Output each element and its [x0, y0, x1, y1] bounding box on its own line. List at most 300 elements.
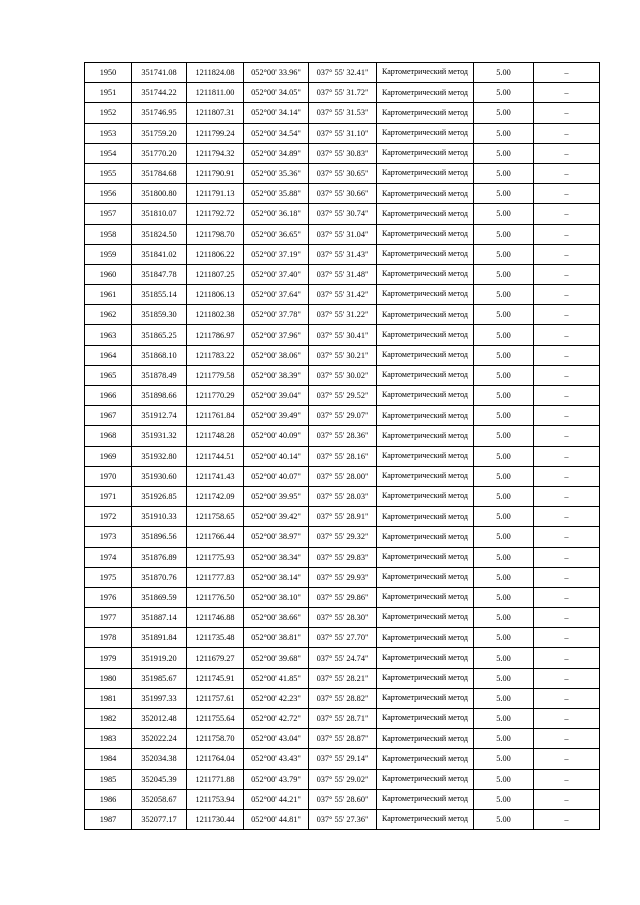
x-coordinate-cell: 351876.89 — [132, 547, 187, 567]
latitude-cell: 052°00' 39.68" — [244, 648, 309, 668]
point-number-cell: 1975 — [85, 567, 132, 587]
latitude-cell: 052°00' 43.43" — [244, 749, 309, 769]
latitude-cell: 052°00' 37.40" — [244, 264, 309, 284]
x-coordinate-cell: 352022.24 — [132, 729, 187, 749]
method-cell: Картометрический метод — [377, 587, 474, 607]
latitude-cell: 052°00' 33.96" — [244, 63, 309, 83]
longitude-cell: 037° 55' 28.21" — [309, 668, 377, 688]
method-cell: Картометрический метод — [377, 648, 474, 668]
x-coordinate-cell: 351824.50 — [132, 224, 187, 244]
latitude-cell: 052°00' 38.39" — [244, 365, 309, 385]
table-row — [85, 406, 600, 426]
table-row — [85, 244, 600, 264]
y-coordinate-cell: 1211807.25 — [187, 264, 244, 284]
latitude-cell: 052°00' 34.89" — [244, 143, 309, 163]
longitude-cell: 037° 55' 28.71" — [309, 709, 377, 729]
point-number-cell: 1961 — [85, 285, 132, 305]
note-cell: – — [534, 527, 600, 547]
y-coordinate-cell: 1211824.08 — [187, 63, 244, 83]
note-cell: – — [534, 648, 600, 668]
x-coordinate-cell: 351870.76 — [132, 567, 187, 587]
method-cell: Картометрический метод — [377, 486, 474, 506]
table-row — [85, 709, 600, 729]
accuracy-cell: 5.00 — [474, 507, 534, 527]
y-coordinate-cell: 1211770.29 — [187, 386, 244, 406]
method-cell: Картометрический метод — [377, 567, 474, 587]
point-number-cell: 1986 — [85, 789, 132, 809]
note-cell: – — [534, 163, 600, 183]
longitude-cell: 037° 55' 31.10" — [309, 123, 377, 143]
point-number-cell: 1967 — [85, 406, 132, 426]
table-row — [85, 769, 600, 789]
y-coordinate-cell: 1211766.44 — [187, 527, 244, 547]
y-coordinate-cell: 1211746.88 — [187, 608, 244, 628]
longitude-cell: 037° 55' 31.43" — [309, 244, 377, 264]
table-row — [85, 123, 600, 143]
latitude-cell: 052°00' 38.34" — [244, 547, 309, 567]
note-cell: – — [534, 244, 600, 264]
accuracy-cell: 5.00 — [474, 244, 534, 264]
accuracy-cell: 5.00 — [474, 709, 534, 729]
point-number-cell: 1984 — [85, 749, 132, 769]
note-cell: – — [534, 749, 600, 769]
point-number-cell: 1977 — [85, 608, 132, 628]
accuracy-cell: 5.00 — [474, 386, 534, 406]
point-number-cell: 1958 — [85, 224, 132, 244]
x-coordinate-cell: 351891.84 — [132, 628, 187, 648]
longitude-cell: 037° 55' 27.70" — [309, 628, 377, 648]
note-cell: – — [534, 63, 600, 83]
x-coordinate-cell: 351896.56 — [132, 527, 187, 547]
latitude-cell: 052°00' 40.09" — [244, 426, 309, 446]
note-cell: – — [534, 103, 600, 123]
y-coordinate-cell: 1211748.28 — [187, 426, 244, 446]
note-cell: – — [534, 628, 600, 648]
note-cell: – — [534, 285, 600, 305]
x-coordinate-cell: 351878.49 — [132, 365, 187, 385]
longitude-cell: 037° 55' 28.60" — [309, 789, 377, 809]
accuracy-cell: 5.00 — [474, 628, 534, 648]
longitude-cell: 037° 55' 24.74" — [309, 648, 377, 668]
latitude-cell: 052°00' 39.04" — [244, 386, 309, 406]
latitude-cell: 052°00' 38.14" — [244, 567, 309, 587]
longitude-cell: 037° 55' 31.22" — [309, 305, 377, 325]
method-cell: Картометрический метод — [377, 285, 474, 305]
table-row — [85, 305, 600, 325]
latitude-cell: 052°00' 40.14" — [244, 446, 309, 466]
note-cell: – — [534, 305, 600, 325]
longitude-cell: 037° 55' 30.74" — [309, 204, 377, 224]
y-coordinate-cell: 1211794.32 — [187, 143, 244, 163]
accuracy-cell: 5.00 — [474, 567, 534, 587]
longitude-cell: 037° 55' 31.72" — [309, 83, 377, 103]
longitude-cell: 037° 55' 30.83" — [309, 143, 377, 163]
note-cell: – — [534, 264, 600, 284]
coordinates-table — [84, 62, 600, 830]
longitude-cell: 037° 55' 31.53" — [309, 103, 377, 123]
point-number-cell: 1978 — [85, 628, 132, 648]
longitude-cell: 037° 55' 32.41" — [309, 63, 377, 83]
table-row — [85, 83, 600, 103]
latitude-cell: 052°00' 37.78" — [244, 305, 309, 325]
y-coordinate-cell: 1211783.22 — [187, 345, 244, 365]
point-number-cell: 1985 — [85, 769, 132, 789]
point-number-cell: 1959 — [85, 244, 132, 264]
note-cell: – — [534, 709, 600, 729]
latitude-cell: 052°00' 34.54" — [244, 123, 309, 143]
note-cell: – — [534, 486, 600, 506]
table-row — [85, 426, 600, 446]
longitude-cell: 037° 55' 28.00" — [309, 466, 377, 486]
method-cell: Картометрический метод — [377, 608, 474, 628]
x-coordinate-cell: 351912.74 — [132, 406, 187, 426]
note-cell: – — [534, 143, 600, 163]
method-cell: Картометрический метод — [377, 325, 474, 345]
accuracy-cell: 5.00 — [474, 769, 534, 789]
point-number-cell: 1963 — [85, 325, 132, 345]
method-cell: Картометрический метод — [377, 386, 474, 406]
accuracy-cell: 5.00 — [474, 305, 534, 325]
point-number-cell: 1956 — [85, 184, 132, 204]
table-row — [85, 809, 600, 829]
y-coordinate-cell: 1211758.70 — [187, 729, 244, 749]
latitude-cell: 052°00' 37.96" — [244, 325, 309, 345]
longitude-cell: 037° 55' 29.32" — [309, 527, 377, 547]
x-coordinate-cell: 352034.38 — [132, 749, 187, 769]
latitude-cell: 052°00' 34.14" — [244, 103, 309, 123]
y-coordinate-cell: 1211741.43 — [187, 466, 244, 486]
latitude-cell: 052°00' 38.10" — [244, 587, 309, 607]
method-cell: Картометрический метод — [377, 204, 474, 224]
table-row — [85, 688, 600, 708]
table-row — [85, 628, 600, 648]
table-row — [85, 527, 600, 547]
y-coordinate-cell: 1211807.31 — [187, 103, 244, 123]
y-coordinate-cell: 1211798.70 — [187, 224, 244, 244]
table-row — [85, 668, 600, 688]
latitude-cell: 052°00' 37.19" — [244, 244, 309, 264]
latitude-cell: 052°00' 41.85" — [244, 668, 309, 688]
accuracy-cell: 5.00 — [474, 163, 534, 183]
x-coordinate-cell: 351930.60 — [132, 466, 187, 486]
table-row — [85, 163, 600, 183]
y-coordinate-cell: 1211764.04 — [187, 749, 244, 769]
point-number-cell: 1980 — [85, 668, 132, 688]
accuracy-cell: 5.00 — [474, 285, 534, 305]
longitude-cell: 037° 55' 29.07" — [309, 406, 377, 426]
x-coordinate-cell: 352058.67 — [132, 789, 187, 809]
accuracy-cell: 5.00 — [474, 406, 534, 426]
accuracy-cell: 5.00 — [474, 345, 534, 365]
note-cell: – — [534, 184, 600, 204]
note-cell: – — [534, 83, 600, 103]
longitude-cell: 037° 55' 29.52" — [309, 386, 377, 406]
method-cell: Картометрический метод — [377, 63, 474, 83]
point-number-cell: 1952 — [85, 103, 132, 123]
x-coordinate-cell: 351868.10 — [132, 345, 187, 365]
note-cell: – — [534, 547, 600, 567]
method-cell: Картометрический метод — [377, 809, 474, 829]
table-row — [85, 587, 600, 607]
x-coordinate-cell: 352077.17 — [132, 809, 187, 829]
coordinates-table-body — [85, 63, 600, 830]
table-row — [85, 285, 600, 305]
x-coordinate-cell: 351759.20 — [132, 123, 187, 143]
x-coordinate-cell: 351770.20 — [132, 143, 187, 163]
longitude-cell: 037° 55' 28.36" — [309, 426, 377, 446]
latitude-cell: 052°00' 39.49" — [244, 406, 309, 426]
y-coordinate-cell: 1211730.44 — [187, 809, 244, 829]
point-number-cell: 1971 — [85, 486, 132, 506]
latitude-cell: 052°00' 42.23" — [244, 688, 309, 708]
y-coordinate-cell: 1211802.38 — [187, 305, 244, 325]
note-cell: – — [534, 729, 600, 749]
table-row — [85, 547, 600, 567]
longitude-cell: 037° 55' 29.86" — [309, 587, 377, 607]
note-cell: – — [534, 789, 600, 809]
x-coordinate-cell: 351898.66 — [132, 386, 187, 406]
point-number-cell: 1968 — [85, 426, 132, 446]
note-cell: – — [534, 608, 600, 628]
y-coordinate-cell: 1211744.51 — [187, 446, 244, 466]
accuracy-cell: 5.00 — [474, 103, 534, 123]
note-cell: – — [534, 587, 600, 607]
x-coordinate-cell: 352012.48 — [132, 709, 187, 729]
y-coordinate-cell: 1211745.91 — [187, 668, 244, 688]
y-coordinate-cell: 1211742.09 — [187, 486, 244, 506]
point-number-cell: 1962 — [85, 305, 132, 325]
x-coordinate-cell: 351985.67 — [132, 668, 187, 688]
x-coordinate-cell: 351841.02 — [132, 244, 187, 264]
longitude-cell: 037° 55' 28.30" — [309, 608, 377, 628]
x-coordinate-cell: 351855.14 — [132, 285, 187, 305]
accuracy-cell: 5.00 — [474, 446, 534, 466]
method-cell: Картометрический метод — [377, 527, 474, 547]
point-number-cell: 1964 — [85, 345, 132, 365]
x-coordinate-cell: 351997.33 — [132, 688, 187, 708]
longitude-cell: 037° 55' 31.42" — [309, 285, 377, 305]
longitude-cell: 037° 55' 28.16" — [309, 446, 377, 466]
longitude-cell: 037° 55' 30.65" — [309, 163, 377, 183]
accuracy-cell: 5.00 — [474, 204, 534, 224]
note-cell: – — [534, 406, 600, 426]
latitude-cell: 052°00' 44.21" — [244, 789, 309, 809]
table-row — [85, 486, 600, 506]
longitude-cell: 037° 55' 27.36" — [309, 809, 377, 829]
method-cell: Картометрический метод — [377, 244, 474, 264]
x-coordinate-cell: 351865.25 — [132, 325, 187, 345]
point-number-cell: 1969 — [85, 446, 132, 466]
point-number-cell: 1979 — [85, 648, 132, 668]
table-row — [85, 789, 600, 809]
table-row — [85, 345, 600, 365]
latitude-cell: 052°00' 38.97" — [244, 527, 309, 547]
method-cell: Картометрический метод — [377, 83, 474, 103]
latitude-cell: 052°00' 35.88" — [244, 184, 309, 204]
point-number-cell: 1987 — [85, 809, 132, 829]
y-coordinate-cell: 1211786.97 — [187, 325, 244, 345]
x-coordinate-cell: 351869.59 — [132, 587, 187, 607]
x-coordinate-cell: 351784.68 — [132, 163, 187, 183]
longitude-cell: 037° 55' 30.66" — [309, 184, 377, 204]
latitude-cell: 052°00' 38.06" — [244, 345, 309, 365]
table-row — [85, 63, 600, 83]
note-cell: – — [534, 123, 600, 143]
method-cell: Картометрический метод — [377, 709, 474, 729]
y-coordinate-cell: 1211679.27 — [187, 648, 244, 668]
latitude-cell: 052°00' 39.95" — [244, 486, 309, 506]
x-coordinate-cell: 351810.07 — [132, 204, 187, 224]
accuracy-cell: 5.00 — [474, 587, 534, 607]
point-number-cell: 1960 — [85, 264, 132, 284]
table-row — [85, 466, 600, 486]
point-number-cell: 1973 — [85, 527, 132, 547]
point-number-cell: 1974 — [85, 547, 132, 567]
method-cell: Картометрический метод — [377, 547, 474, 567]
note-cell: – — [534, 446, 600, 466]
y-coordinate-cell: 1211735.48 — [187, 628, 244, 648]
note-cell: – — [534, 365, 600, 385]
note-cell: – — [534, 224, 600, 244]
x-coordinate-cell: 351800.80 — [132, 184, 187, 204]
point-number-cell: 1954 — [85, 143, 132, 163]
table-row — [85, 608, 600, 628]
point-number-cell: 1972 — [85, 507, 132, 527]
point-number-cell: 1951 — [85, 83, 132, 103]
accuracy-cell: 5.00 — [474, 789, 534, 809]
method-cell: Картометрический метод — [377, 224, 474, 244]
y-coordinate-cell: 1211792.72 — [187, 204, 244, 224]
latitude-cell: 052°00' 36.65" — [244, 224, 309, 244]
x-coordinate-cell: 351887.14 — [132, 608, 187, 628]
latitude-cell: 052°00' 40.07" — [244, 466, 309, 486]
method-cell: Картометрический метод — [377, 628, 474, 648]
method-cell: Картометрический метод — [377, 688, 474, 708]
note-cell: – — [534, 668, 600, 688]
latitude-cell: 052°00' 36.18" — [244, 204, 309, 224]
latitude-cell: 052°00' 35.36" — [244, 163, 309, 183]
x-coordinate-cell: 351919.20 — [132, 648, 187, 668]
latitude-cell: 052°00' 42.72" — [244, 709, 309, 729]
table-row — [85, 648, 600, 668]
table-row — [85, 224, 600, 244]
table-row — [85, 386, 600, 406]
method-cell: Картометрический метод — [377, 507, 474, 527]
method-cell: Картометрический метод — [377, 103, 474, 123]
method-cell: Картометрический метод — [377, 406, 474, 426]
table-row — [85, 204, 600, 224]
longitude-cell: 037° 55' 29.93" — [309, 567, 377, 587]
note-cell: – — [534, 688, 600, 708]
latitude-cell: 052°00' 44.81" — [244, 809, 309, 829]
y-coordinate-cell: 1211771.88 — [187, 769, 244, 789]
accuracy-cell: 5.00 — [474, 264, 534, 284]
accuracy-cell: 5.00 — [474, 143, 534, 163]
x-coordinate-cell: 351859.30 — [132, 305, 187, 325]
point-number-cell: 1976 — [85, 587, 132, 607]
point-number-cell: 1957 — [85, 204, 132, 224]
table-row — [85, 264, 600, 284]
accuracy-cell: 5.00 — [474, 608, 534, 628]
method-cell: Картометрический метод — [377, 184, 474, 204]
longitude-cell: 037° 55' 28.82" — [309, 688, 377, 708]
accuracy-cell: 5.00 — [474, 123, 534, 143]
note-cell: – — [534, 507, 600, 527]
method-cell: Картометрический метод — [377, 163, 474, 183]
accuracy-cell: 5.00 — [474, 224, 534, 244]
longitude-cell: 037° 55' 31.48" — [309, 264, 377, 284]
method-cell: Картометрический метод — [377, 123, 474, 143]
method-cell: Картометрический метод — [377, 466, 474, 486]
point-number-cell: 1983 — [85, 729, 132, 749]
y-coordinate-cell: 1211758.65 — [187, 507, 244, 527]
accuracy-cell: 5.00 — [474, 365, 534, 385]
longitude-cell: 037° 55' 30.41" — [309, 325, 377, 345]
y-coordinate-cell: 1211811.00 — [187, 83, 244, 103]
accuracy-cell: 5.00 — [474, 184, 534, 204]
point-number-cell: 1955 — [85, 163, 132, 183]
method-cell: Картометрический метод — [377, 365, 474, 385]
longitude-cell: 037° 55' 28.03" — [309, 486, 377, 506]
accuracy-cell: 5.00 — [474, 668, 534, 688]
table-row — [85, 325, 600, 345]
accuracy-cell: 5.00 — [474, 426, 534, 446]
method-cell: Картометрический метод — [377, 143, 474, 163]
point-number-cell: 1970 — [85, 466, 132, 486]
y-coordinate-cell: 1211757.61 — [187, 688, 244, 708]
table-row — [85, 507, 600, 527]
table-row — [85, 567, 600, 587]
longitude-cell: 037° 55' 29.83" — [309, 547, 377, 567]
x-coordinate-cell: 351910.33 — [132, 507, 187, 527]
note-cell: – — [534, 204, 600, 224]
method-cell: Картометрический метод — [377, 789, 474, 809]
point-number-cell: 1982 — [85, 709, 132, 729]
point-number-cell: 1953 — [85, 123, 132, 143]
y-coordinate-cell: 1211777.83 — [187, 567, 244, 587]
method-cell: Картометрический метод — [377, 769, 474, 789]
note-cell: – — [534, 769, 600, 789]
x-coordinate-cell: 351744.22 — [132, 83, 187, 103]
accuracy-cell: 5.00 — [474, 749, 534, 769]
note-cell: – — [534, 345, 600, 365]
method-cell: Картометрический метод — [377, 264, 474, 284]
longitude-cell: 037° 55' 29.14" — [309, 749, 377, 769]
table-row — [85, 446, 600, 466]
longitude-cell: 037° 55' 29.02" — [309, 769, 377, 789]
accuracy-cell: 5.00 — [474, 63, 534, 83]
latitude-cell: 052°00' 43.04" — [244, 729, 309, 749]
accuracy-cell: 5.00 — [474, 648, 534, 668]
x-coordinate-cell: 351926.85 — [132, 486, 187, 506]
longitude-cell: 037° 55' 31.04" — [309, 224, 377, 244]
longitude-cell: 037° 55' 30.02" — [309, 365, 377, 385]
longitude-cell: 037° 55' 30.21" — [309, 345, 377, 365]
x-coordinate-cell: 351931.32 — [132, 426, 187, 446]
accuracy-cell: 5.00 — [474, 729, 534, 749]
table-row — [85, 184, 600, 204]
table-row — [85, 103, 600, 123]
y-coordinate-cell: 1211776.50 — [187, 587, 244, 607]
x-coordinate-cell: 351741.08 — [132, 63, 187, 83]
accuracy-cell: 5.00 — [474, 809, 534, 829]
latitude-cell: 052°00' 37.64" — [244, 285, 309, 305]
latitude-cell: 052°00' 34.05" — [244, 83, 309, 103]
x-coordinate-cell: 351932.80 — [132, 446, 187, 466]
note-cell: – — [534, 386, 600, 406]
y-coordinate-cell: 1211791.13 — [187, 184, 244, 204]
note-cell: – — [534, 325, 600, 345]
